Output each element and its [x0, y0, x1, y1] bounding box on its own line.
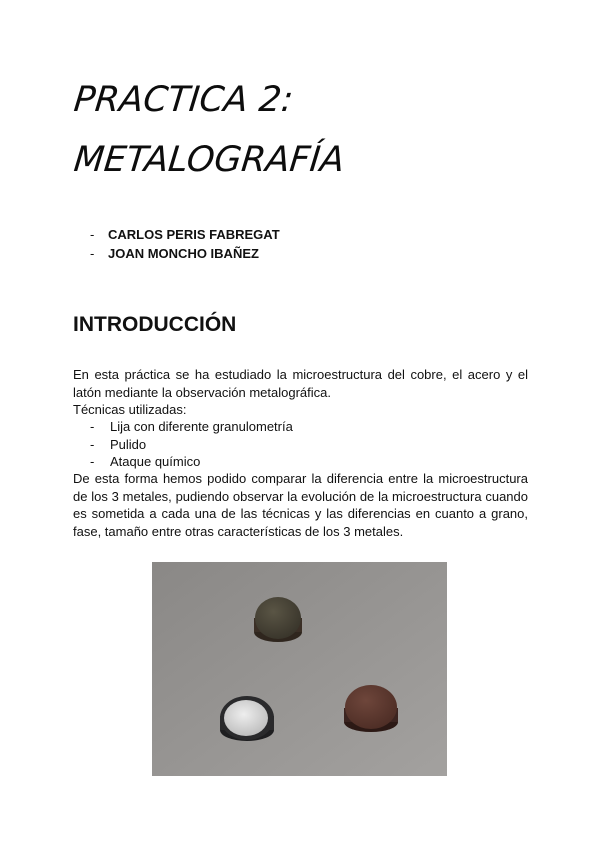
photo-background	[152, 562, 447, 776]
intro-paragraph: En esta práctica se ha estudiado la microestructura del cobre, el acero y el latón mediante la observación metalográfica.	[73, 367, 528, 400]
steel-sample	[254, 597, 302, 642]
brass-sample	[220, 696, 274, 741]
technique-list	[90, 418, 293, 471]
technique-item: - Ataque químico	[90, 453, 293, 471]
techniques-label: Técnicas utilizadas:	[73, 402, 187, 417]
metal-samples-photo	[152, 562, 447, 776]
author-list	[90, 225, 280, 263]
author-item: - CARLOS PERIS FABREGAT	[90, 225, 280, 244]
title-line-2: METALOGRAFÍA	[71, 140, 347, 180]
title-line-1: PRACTICA 2:	[71, 80, 296, 120]
conclusion-paragraph: De esta forma hemos podido comparar la diferencia entre la microestructura de los 3 metales, pudiendo observar la evolución de la microestructura cuando es sometida a cada una de las técnicas y las diferencias en cuanto a grano, fase, tamaño entre otras características de los 3 metales.	[73, 471, 528, 539]
technique-item: - Lija con diferente granulometría	[90, 418, 293, 436]
author-item: - JOAN MONCHO IBAÑEZ	[90, 244, 280, 263]
copper-sample	[344, 685, 398, 732]
technique-item: - Pulido	[90, 436, 293, 454]
section-heading: INTRODUCCIÓN	[73, 313, 237, 336]
